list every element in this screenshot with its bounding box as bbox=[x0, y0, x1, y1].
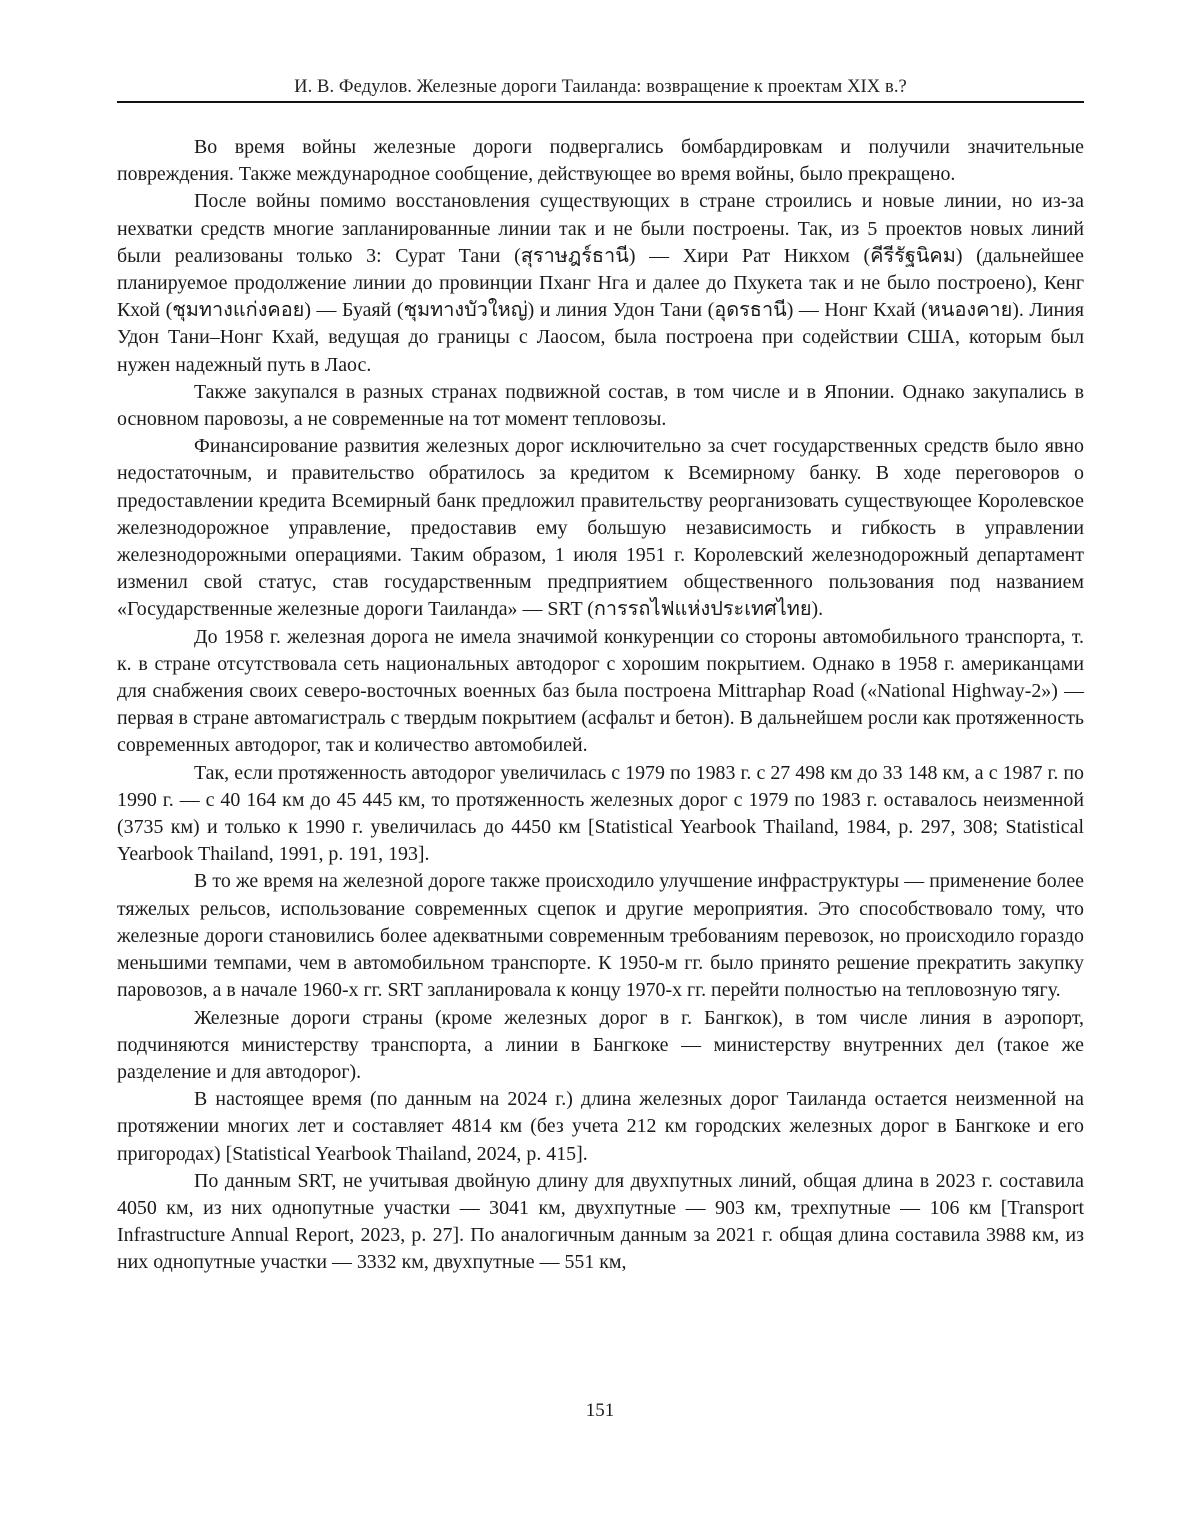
paragraph: По данным SRT, не учитывая двойную длину для двухпутных линий, общая длина в 2023 г. составила 4050 км, из них однопутные участки — 3041 км, двухпутные — 903 км, трехпутные — 106 км [Transport Infrastructure Annual Report, 2023, p. 27]. По аналогичным данным за 2021 г. общая длина составила 3988 км, из них однопутные участки — 3332 км, двухпутные — 551 км, bbox=[117, 1169, 1084, 1274]
paragraph: Также закупался в разных странах подвижной состав, в том числе и в Японии. Однако закупались в основном паровозы, а не современные на тот момент тепловозы. bbox=[117, 380, 1084, 431]
paragraph: Во время войны железные дороги подвергались бомбардировкам и получили значительные повреждения. Также международное сообщение, действующее во время войны, было прекращено. bbox=[117, 136, 1084, 186]
paragraph: После войны помимо восстановления существующих в стране строились и новые линии, но из-за нехватки средств многие запланированные линии так и не были построены. Так, из 5 проектов новых линий были реализованы только 3: Сурат Тани (สุราษฎร์ธานี) — Хири Рат Никхом (คีรีรัฐนิคม) (дальнейшее планируемое продолжение линии до провинции Пханг Нга и далее до Пхукета так и не было построено), Кенг Кхой (ชุมทางแก่งคอย) — Буаяй (ชุมทางบัวใหญ่) и линия Удон Тани (อุดรธานี) — Нонг Кхай (หนองคาย). Линия Удон Тани–Нонг Кхай, ведущая до границы с Лаосом, была построена при содействии США, которым был нужен надежный путь в Лаос. bbox=[117, 190, 1084, 376]
page-number: 151 bbox=[585, 1400, 615, 1421]
paragraph: В то же время на железной дороге также происходило улучшение инфраструктуры — применение более тяжелых рельсов, использование современных сцепок и другие мероприятия. Это способствовало тому, что железные дороги становились более адекватными современным требованиям перевозок, но происходило гораздо меньшими темпами, чем в автомобильном транспорте. К 1950-м гг. было принято решение прекратить закупку паровозов, а в начале 1960-х гг. SRT запланировала к концу 1970-х гг. перейти полностью на тепловозную тягу. bbox=[117, 870, 1084, 1002]
paragraph: До 1958 г. железная дорога не имела значимой конкуренции со стороны автомобильного транспорта, т. к. в стране отсутствовала сеть национальных автодорог с хорошим покрытием. Однако в 1958 г. американцами для снабжения своих северо-восточных военных баз была построена Mittraphap Road («National Highway-2») — первая в стране автомагистраль с твердым покрытием (асфальт и бетон). В дальнейшем росли как протяженность современных автодорог, так и количество автомобилей. bbox=[117, 625, 1084, 757]
article-body bbox=[117, 134, 1084, 1277]
running-header: И. В. Федулов. Железные дороги Таиланда: возвращение к проектам XIX в.? bbox=[294, 77, 907, 97]
paragraph: Железные дороги страны (кроме железных дорог в г. Бангкок), в том числе линия в аэропорт, подчиняются министерству транспорта, а линии в Бангкоке — министерству внутренних дел (такое же разделение и для автодорог). bbox=[117, 1006, 1084, 1083]
paragraph: Так, если протяженность автодорог увеличилась с 1979 по 1983 г. с 27 498 км до 33 148 км, а с 1987 г. по 1990 г. — с 40 164 км до 45 445 км, то протяженность железных дорог с 1979 по 1983 г. оставалось неизменной (3735 км) и только к 1990 г. увеличилась до 4450 км [Statistical Yearbook Thailand, 1984, p. 297, 308; Statistical Yearbook Thailand, 1991, p. 191, 193]. bbox=[117, 761, 1084, 866]
header-rule bbox=[117, 101, 1084, 103]
paragraph: В настоящее время (по данным на 2024 г.) длина железных дорог Таиланда остается неизменной на протяжении многих лет и составляет 4814 км (без учета 212 км городских железных дорог в Бангкоке и его пригородах) [Statistical Yearbook Thailand, 2024, p. 415]. bbox=[117, 1088, 1084, 1165]
paragraph: Финансирование развития железных дорог исключительно за счет государственных средств было явно недостаточным, и правительство обратилось за кредитом к Всемирному банку. В ходе переговоров о предоставлении кредита Всемирный банк предложил правительству реорганизовать существующее Королевское железнодорожное управление, предоставив ему большую независимость и гибкость в управлении железнодорожными операциями. Таким образом, 1 июля 1951 г. Королевский железнодорожный департамент изменил свой статус, став государственным предприятием общественного пользования под названием «Государственные железные дороги Таиланда» — SRT (การรถไฟแห่งประเทศไทย). bbox=[117, 435, 1084, 621]
